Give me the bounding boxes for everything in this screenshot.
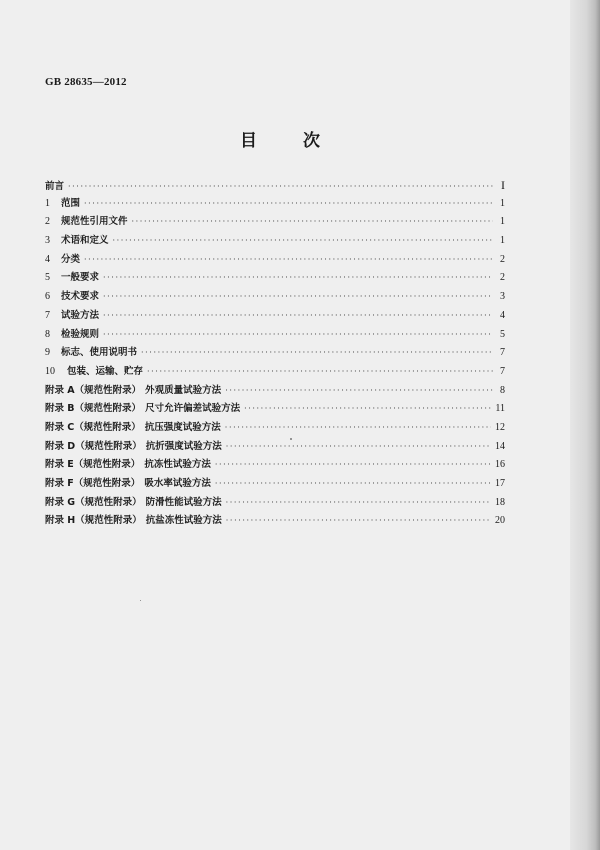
table-of-contents <box>45 176 505 531</box>
toc-appendix-title: 抗冻性试验方法 <box>144 459 211 471</box>
toc-leader-dots <box>226 512 491 531</box>
toc-entry-8 <box>45 326 505 345</box>
toc-leader-dots <box>84 195 493 214</box>
toc-entry-page: 1 <box>500 235 505 247</box>
toc-entry-label: 前言 <box>45 181 65 192</box>
toc-leader-dots <box>84 251 493 270</box>
toc-entry-label: 检验规则 <box>61 328 100 340</box>
toc-entry-page: 16 <box>495 459 505 471</box>
toc-leader-dots <box>141 344 493 363</box>
toc-entry-page: 2 <box>500 272 505 284</box>
toc-entry-number: 1 <box>45 197 50 209</box>
toc-entry-page: 20 <box>495 515 505 527</box>
toc-entry-page: 1 <box>500 197 505 209</box>
toc-entry-appendix-c <box>45 419 505 438</box>
toc-entry-4 <box>45 251 505 270</box>
toc-appendix-label: 附录 D（规范性附录） <box>45 440 142 452</box>
toc-leader-dots <box>103 288 493 307</box>
toc-entry-number: 6 <box>45 291 50 303</box>
toc-entry-label: 范围 <box>61 197 81 209</box>
toc-entry-page: 1 <box>500 216 505 228</box>
toc-entry-page: 3 <box>500 291 505 303</box>
standard-code: GB 28635—2012 <box>45 76 127 88</box>
toc-leader-dots <box>103 269 493 288</box>
toc-entry-number: 4 <box>45 253 50 265</box>
toc-entry-5 <box>45 269 505 288</box>
toc-appendix-label: 附录 C（规范性附录） <box>45 421 141 433</box>
toc-appendix-label: 附录 E（规范性附录） <box>45 459 141 471</box>
toc-entry-preface <box>45 176 505 195</box>
toc-entry-label: 技术要求 <box>61 291 100 303</box>
toc-entry-appendix-d <box>45 438 505 457</box>
toc-entry-page: 7 <box>500 365 505 377</box>
toc-appendix-title: 抗盐冻性试验方法 <box>145 515 222 527</box>
toc-entry-page: 2 <box>500 253 505 265</box>
toc-entry-appendix-b <box>45 400 505 419</box>
toc-entry-number: 2 <box>45 216 50 228</box>
toc-entry-appendix-e <box>45 456 505 475</box>
toc-leader-dots <box>215 456 491 475</box>
toc-entry-label: 一般要求 <box>61 272 100 284</box>
toc-entry-number: 10 <box>45 365 55 377</box>
toc-entry-2 <box>45 213 505 232</box>
toc-entry-number: 3 <box>45 235 50 247</box>
toc-leader-dots <box>132 213 493 232</box>
toc-leader-dots <box>226 494 491 513</box>
toc-entry-appendix-h <box>45 512 505 531</box>
toc-entry-page: 5 <box>500 328 505 340</box>
toc-appendix-label: 附录 G（规范性附录） <box>45 496 142 508</box>
toc-entry-page: 12 <box>495 421 505 433</box>
toc-entry-label: 分类 <box>61 253 81 265</box>
toc-appendix-title: 防滑性能试验方法 <box>145 496 222 508</box>
toc-entry-page: 7 <box>500 347 505 359</box>
toc-leader-dots <box>113 232 493 251</box>
toc-appendix-title: 外观质量试验方法 <box>145 384 222 396</box>
toc-entry-page: 11 <box>495 403 505 415</box>
toc-entry-page: 4 <box>500 309 505 321</box>
toc-appendix-title: 吸水率试验方法 <box>144 478 211 489</box>
toc-appendix-label: 附录 B（规范性附录） <box>45 403 142 415</box>
toc-leader-dots <box>225 419 491 438</box>
toc-title: 目 次 <box>240 131 340 151</box>
toc-entry-3 <box>45 232 505 251</box>
toc-entry-10 <box>45 363 505 382</box>
toc-appendix-label: 附录 F（规范性附录） <box>45 478 141 489</box>
toc-entry-appendix-a <box>45 382 505 401</box>
toc-entry-9 <box>45 344 505 363</box>
toc-entry-1 <box>45 195 505 214</box>
toc-entry-label: 标志、使用说明书 <box>61 347 138 359</box>
toc-entry-number: 8 <box>45 328 50 340</box>
toc-entry-6 <box>45 288 505 307</box>
toc-leader-dots <box>103 326 493 345</box>
toc-entry-page: 8 <box>500 384 505 396</box>
toc-leader-dots <box>225 382 493 401</box>
toc-entry-page: 17 <box>495 478 505 489</box>
toc-entry-appendix-g <box>45 494 505 513</box>
toc-appendix-title: 尺寸允许偏差试验方法 <box>145 403 241 415</box>
toc-entry-label: 包装、运输、贮存 <box>67 365 144 377</box>
toc-entry-label: 术语和定义 <box>61 235 109 247</box>
toc-leader-dots <box>147 363 493 382</box>
toc-entry-number: 5 <box>45 272 50 284</box>
toc-leader-dots <box>226 438 491 457</box>
toc-appendix-label: 附录 H（规范性附录） <box>45 515 142 527</box>
toc-entry-number: 7 <box>45 309 50 321</box>
toc-entry-label: 试验方法 <box>61 309 100 321</box>
toc-appendix-label: 附录 A（规范性附录） <box>45 384 142 396</box>
toc-entry-number: 9 <box>45 347 50 359</box>
toc-appendix-title: 抗压强度试验方法 <box>144 421 221 433</box>
toc-leader-dots <box>103 307 493 326</box>
toc-leader-dots <box>215 475 491 494</box>
toc-entry-appendix-f <box>45 475 505 494</box>
toc-entry-page: 14 <box>495 440 505 452</box>
toc-entry-page: I <box>501 178 505 192</box>
toc-entry-page: 18 <box>495 496 505 508</box>
toc-entry-label: 规范性引用文件 <box>61 216 128 228</box>
scan-speck <box>290 438 292 440</box>
page-edge-shadow <box>570 0 600 850</box>
scan-speck <box>140 600 141 601</box>
toc-entry-7 <box>45 307 505 326</box>
toc-leader-dots <box>244 400 491 419</box>
toc-appendix-title: 抗折强度试验方法 <box>145 440 222 452</box>
